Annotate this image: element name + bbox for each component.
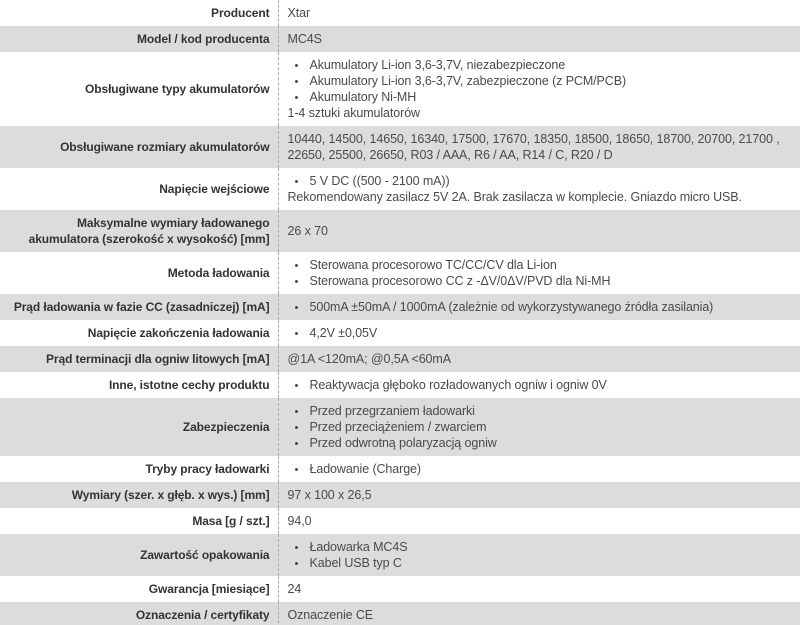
spec-value [278,482,800,508]
spec-value [278,372,800,398]
spec-value-line: @1A <120mA; @0,5A <60mA [287,352,451,366]
spec-value-line: Xtar [287,6,311,20]
spec-value-bullet: • 5 V DC ((500 - 2100 mA)) [308,173,793,189]
spec-row [0,372,800,398]
spec-value-line: 10440, 14500, 14650, 16340, 17500, 17670, 18350, 18500, 18650, 18700, 20700, 21700 , 22650, 25500, 26650, R03 / AAA, R6 / AA, R14 / C, R20 / D [287,132,780,162]
spec-value [278,168,800,210]
spec-value-bullet: • Przed przegrzaniem ładowarki [308,403,793,419]
spec-value [278,294,800,320]
spec-row [0,482,800,508]
spec-row [0,0,800,26]
spec-label: Obsługiwane typy akumulatorów [85,82,270,96]
spec-value [278,0,800,26]
spec-label: Napięcie wejściowe [159,182,270,196]
spec-label: Zawartość opakowania [140,548,270,562]
spec-value [278,456,800,482]
spec-label: Napięcie zakończenia ładowania [87,326,270,340]
spec-label: Prąd ładowania w fazie CC (zasadniczej) [mA] [13,300,270,314]
spec-row [0,508,800,534]
spec-value-bullet-list [288,257,793,289]
spec-row [0,126,800,168]
spec-label: Obsługiwane rozmiary akumulatorów [60,140,270,154]
spec-value [278,346,800,372]
spec-value [278,26,800,52]
spec-value [278,320,800,346]
spec-value-bullet-list [288,325,793,341]
spec-value [278,602,800,625]
spec-value-bullet: • Akumulatory Li-ion 3,6-3,7V, zabezpieczone (z PCM/PCB) [308,73,793,89]
spec-value-bullet: • Ładowanie (Charge) [308,461,793,477]
spec-label: Masa [g / szt.] [192,514,270,528]
spec-value-bullet-list [288,377,793,393]
spec-label: Producent [211,6,270,20]
spec-value-bullet: • Akumulatory Li-ion 3,6-3,7V, niezabezpieczone [308,57,793,73]
spec-label: Gwarancja [miesiące] [148,582,270,596]
spec-row [0,346,800,372]
spec-label: Inne, istotne cechy produktu [108,378,270,392]
spec-label: Oznaczenia / certyfikaty [135,608,270,622]
spec-row [0,52,800,126]
spec-row [0,252,800,294]
spec-value-bullet: • Akumulatory Ni-MH [308,89,793,105]
spec-value-line: 1-4 sztuki akumulatorów [287,106,420,120]
spec-value [278,210,800,252]
spec-value-bullet-list [288,539,793,571]
spec-row [0,576,800,602]
spec-value-bullet-list [288,57,793,105]
spec-value-bullet: • Przed odwrotną polaryzacją ogniw [308,435,793,451]
spec-value-line: Rekomendowany zasilacz 5V 2A. Brak zasilacza w komplecie. Gniazdo micro USB. [287,190,742,204]
spec-value-bullet-list [288,403,793,451]
spec-label: Tryby pracy ładowarki [145,462,270,476]
spec-value [278,52,800,126]
spec-value-bullet: • 4,2V ±0,05V [308,325,793,341]
spec-value-line: 94,0 [287,514,312,528]
spec-value-line: 26 x 70 [287,224,328,238]
spec-row [0,320,800,346]
spec-value-line: MC4S [287,32,322,46]
spec-value-bullet: • Sterowana procesorowo CC z -ΔV/0ΔV/PVD dla Ni-MH [308,273,793,289]
spec-row [0,168,800,210]
spec-value [278,398,800,456]
spec-row [0,398,800,456]
spec-value-line: 97 x 100 x 26,5 [287,488,372,502]
spec-label: Zabezpieczenia [182,420,270,434]
spec-label: Model / kod producenta [137,32,270,46]
spec-value-bullet: • Przed przeciążeniem / zwarciem [308,419,793,435]
spec-row [0,294,800,320]
spec-value-bullet-list [288,461,793,477]
spec-value [278,126,800,168]
spec-value-bullet: • Kabel USB typ C [308,555,793,571]
spec-row [0,602,800,625]
spec-row [0,534,800,576]
spec-value-line: Oznaczenie CE [287,608,374,622]
spec-value [278,252,800,294]
spec-row [0,456,800,482]
spec-value-bullet-list [288,173,793,189]
spec-row [0,26,800,52]
spec-value [278,576,800,602]
spec-value-line: 24 [287,582,302,596]
spec-value-bullet: • Ładowarka MC4S [308,539,793,555]
spec-value [278,508,800,534]
spec-value-bullet: • 500mA ±50mA / 1000mA (zależnie od wykorzystywanego źródła zasilania) [308,299,793,315]
spec-label: Maksymalne wymiary ładowanego akumulatora (szerokość x wysokość) [mm] [28,216,270,246]
spec-value [278,534,800,576]
spec-row [0,210,800,252]
spec-value-bullet: • Reaktywacja głęboko rozładowanych ogniw i ogniw 0V [308,377,793,393]
spec-label: Metoda ładowania [167,266,270,280]
spec-value-bullet: • Sterowana procesorowo TC/CC/CV dla Li-ion [308,257,793,273]
spec-label: Wymiary (szer. x głęb. x wys.) [mm] [71,488,270,502]
spec-value-bullet-list [288,299,793,315]
spec-label: Prąd terminacji dla ogniw litowych [mA] [46,352,270,366]
